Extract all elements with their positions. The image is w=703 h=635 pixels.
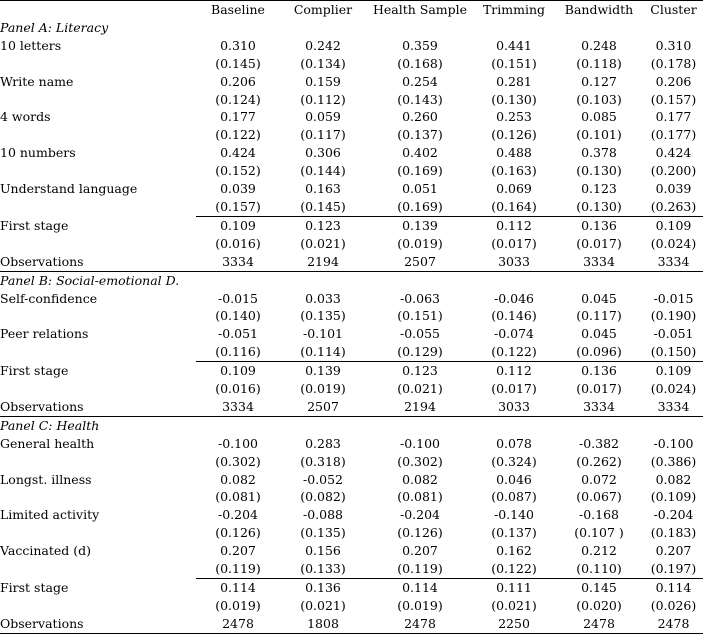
value-cell: 0.033: [305, 290, 341, 306]
value-cell: 3334: [657, 398, 690, 414]
value-cell: 2478: [554, 615, 644, 633]
row-label-empty: [0, 307, 196, 325]
value-cell: (0.130): [491, 91, 537, 107]
value-cell: (0.129): [397, 344, 443, 360]
value-cell: 0.254: [402, 73, 438, 89]
value-cell: 0.424: [220, 145, 256, 161]
value-cell: (0.081): [397, 489, 443, 505]
value-cell: -0.051: [653, 326, 694, 342]
row-label: Peer relations: [0, 326, 89, 342]
se-row: [0, 235, 703, 253]
value-cell: (0.262): [576, 453, 622, 469]
row-label: Self-confidence: [0, 290, 98, 306]
value-cell: -0.063: [399, 290, 440, 306]
table-row: [0, 435, 703, 453]
value-cell: (0.126): [491, 127, 537, 143]
row-label: First stage: [0, 217, 69, 233]
value-cell: (0.019): [397, 597, 443, 613]
value-cell: (0.021): [397, 381, 443, 397]
value-cell: (0.302): [215, 453, 261, 469]
value-cell: (0.386): [650, 453, 697, 469]
table-row: [0, 144, 703, 162]
row-label-empty: [0, 560, 196, 578]
row-label-empty: [0, 524, 196, 542]
value-cell: 0.310: [655, 37, 692, 53]
se-row: [0, 524, 703, 542]
value-cell: (0.152): [215, 163, 261, 179]
se-row: [0, 198, 703, 216]
row-label: Understand language: [0, 181, 138, 197]
value-cell: 0.111: [474, 579, 554, 597]
value-cell: (0.135): [300, 308, 346, 324]
value-cell: (0.126): [397, 525, 443, 541]
table-row: [0, 37, 703, 55]
table-row: [0, 325, 703, 343]
value-cell: (0.020): [576, 597, 622, 613]
value-cell: (0.324): [491, 453, 537, 469]
value-cell: 0.109: [644, 216, 703, 234]
value-cell: 0.260: [402, 109, 438, 125]
value-cell: 0.082: [655, 471, 692, 487]
value-cell: 3033: [498, 253, 530, 269]
value-cell: -0.015: [217, 290, 258, 306]
value-cell: 0.046: [496, 471, 532, 487]
column-header: Baseline: [196, 1, 280, 19]
value-cell: 0.123: [581, 181, 617, 197]
panel-title-row: [0, 19, 703, 37]
se-row: [0, 162, 703, 180]
value-cell: 0.039: [220, 181, 256, 197]
value-cell: 2478: [196, 615, 280, 633]
row-label: Write name: [0, 73, 74, 89]
value-cell: 0.212: [581, 543, 617, 559]
value-cell: (0.096): [576, 344, 622, 360]
value-cell: 0.082: [220, 471, 256, 487]
value-cell: -0.100: [653, 435, 694, 451]
value-cell: 0.139: [280, 362, 366, 380]
value-cell: (0.183): [650, 525, 697, 541]
value-cell: -0.204: [217, 507, 258, 523]
value-cell: 2194: [404, 398, 436, 414]
value-cell: (0.318): [300, 453, 346, 469]
column-header: Cluster: [644, 1, 703, 19]
table-row: [0, 180, 703, 198]
value-cell: 3033: [498, 398, 530, 414]
observations-row: [0, 253, 703, 271]
row-label: Longst. illness: [0, 471, 92, 487]
row-label: Limited activity: [0, 507, 100, 523]
value-cell: 0.248: [581, 37, 617, 53]
value-cell: 3334: [583, 398, 615, 414]
se-row: [0, 307, 703, 325]
table-row: [0, 471, 703, 489]
value-cell: -0.052: [302, 471, 343, 487]
se-row: [0, 453, 703, 471]
value-cell: 0.112: [474, 362, 554, 380]
value-cell: (0.118): [576, 55, 622, 71]
value-cell: (0.117): [576, 308, 622, 324]
value-cell: 0.206: [655, 73, 692, 89]
value-cell: (0.024): [650, 381, 697, 397]
value-cell: (0.302): [397, 453, 443, 469]
value-cell: (0.016): [215, 235, 261, 251]
row-label-empty: [0, 453, 196, 471]
value-cell: -0.074: [493, 326, 534, 342]
value-cell: (0.168): [397, 55, 443, 71]
value-cell: 0.045: [581, 290, 617, 306]
value-cell: (0.122): [491, 561, 537, 577]
row-label: Observations: [0, 398, 84, 414]
value-cell: (0.103): [576, 91, 622, 107]
value-cell: -0.140: [493, 507, 534, 523]
value-cell: 0.069: [496, 181, 532, 197]
value-cell: 0.207: [655, 543, 692, 559]
value-cell: -0.015: [653, 290, 694, 306]
value-cell: 0.488: [496, 145, 532, 161]
value-cell: (0.016): [215, 381, 261, 397]
value-cell: 0.162: [496, 543, 532, 559]
row-label: 4 words: [0, 109, 51, 125]
value-cell: (0.117): [300, 127, 346, 143]
value-cell: -0.204: [399, 507, 440, 523]
value-cell: (0.119): [397, 561, 443, 577]
value-cell: (0.021): [300, 597, 346, 613]
value-cell: 0.123: [280, 216, 366, 234]
value-cell: (0.017): [491, 381, 537, 397]
value-cell: 0.306: [305, 145, 341, 161]
value-cell: 0.145: [554, 579, 644, 597]
se-row: [0, 380, 703, 398]
se-row: [0, 126, 703, 144]
se-row: [0, 343, 703, 361]
value-cell: (0.017): [576, 381, 622, 397]
value-cell: 0.359: [402, 37, 438, 53]
value-cell: (0.126): [215, 525, 261, 541]
se-row: [0, 597, 703, 615]
row-label-empty: [0, 91, 196, 109]
se-row: [0, 560, 703, 578]
value-cell: (0.177): [650, 127, 697, 143]
table-row: [0, 73, 703, 91]
value-cell: 0.159: [305, 73, 341, 89]
value-cell: (0.119): [215, 561, 261, 577]
value-cell: 0.253: [496, 109, 532, 125]
value-cell: 0.424: [655, 145, 692, 161]
value-cell: (0.190): [650, 308, 697, 324]
table-row: [0, 542, 703, 560]
value-cell: (0.017): [491, 235, 537, 251]
row-label: Observations: [0, 253, 84, 269]
row-label: Observations: [0, 615, 196, 633]
value-cell: (0.200): [650, 163, 697, 179]
value-cell: (0.169): [397, 163, 443, 179]
column-header: Health Sample: [366, 1, 474, 19]
value-cell: (0.109): [650, 489, 697, 505]
value-cell: (0.122): [491, 344, 537, 360]
value-cell: (0.067): [576, 489, 622, 505]
row-label-empty: [0, 343, 196, 361]
value-cell: (0.087): [491, 489, 537, 505]
value-cell: 0.109: [644, 362, 703, 380]
panel-title-row: [0, 416, 703, 434]
value-cell: -0.051: [217, 326, 258, 342]
observations-row: [0, 615, 703, 633]
first-stage-row: [0, 362, 703, 380]
value-cell: 3334: [222, 398, 254, 414]
row-label-empty: [0, 235, 196, 253]
value-cell: 0.402: [402, 145, 438, 161]
value-cell: 0.310: [220, 37, 256, 53]
value-cell: 0.283: [305, 435, 341, 451]
value-cell: (0.145): [215, 55, 261, 71]
row-label: General health: [0, 435, 95, 451]
value-cell: 0.136: [280, 579, 366, 597]
row-label: 10 numbers: [0, 145, 76, 161]
value-cell: (0.116): [215, 344, 261, 360]
value-cell: -0.055: [399, 326, 440, 342]
value-cell: 2250: [474, 615, 554, 633]
value-cell: 3334: [222, 253, 254, 269]
value-cell: 0.109: [196, 216, 280, 234]
value-cell: 0.039: [655, 181, 692, 197]
row-label-empty: [0, 597, 196, 615]
value-cell: (0.144): [300, 163, 346, 179]
value-cell: (0.263): [650, 198, 697, 214]
value-cell: -0.101: [302, 326, 343, 342]
value-cell: 0.163: [305, 181, 341, 197]
value-cell: 0.082: [402, 471, 438, 487]
value-cell: (0.024): [650, 235, 697, 251]
se-row: [0, 91, 703, 109]
value-cell: -0.100: [399, 435, 440, 451]
value-cell: (0.157): [215, 198, 261, 214]
value-cell: (0.130): [576, 163, 622, 179]
value-cell: (0.130): [576, 198, 622, 214]
value-cell: (0.021): [300, 235, 346, 251]
value-cell: 0.242: [305, 37, 341, 53]
row-label-empty: [0, 198, 196, 216]
value-cell: (0.140): [215, 308, 261, 324]
table-row: [0, 108, 703, 126]
value-cell: 0.378: [581, 145, 617, 161]
value-cell: 0.078: [496, 435, 532, 451]
value-cell: 0.123: [366, 362, 474, 380]
value-cell: (0.137): [491, 525, 537, 541]
panel-title: Panel C: Health: [0, 416, 703, 434]
value-cell: (0.150): [650, 344, 697, 360]
value-cell: 2507: [307, 398, 339, 414]
row-label-empty: [0, 55, 196, 73]
value-cell: 0.112: [474, 216, 554, 234]
value-cell: 3334: [583, 253, 615, 269]
value-cell: (0.019): [397, 235, 443, 251]
table-row: [0, 290, 703, 308]
value-cell: (0.137): [397, 127, 443, 143]
value-cell: (0.114): [300, 344, 346, 360]
value-cell: (0.101): [576, 127, 622, 143]
value-cell: (0.164): [491, 198, 537, 214]
value-cell: 0.136: [554, 362, 644, 380]
row-label: First stage: [0, 362, 69, 378]
value-cell: -0.046: [493, 290, 534, 306]
value-cell: (0.082): [300, 489, 346, 505]
value-cell: (0.157): [650, 91, 697, 107]
value-cell: 0.114: [366, 579, 474, 597]
row-label-empty: [0, 380, 196, 398]
value-cell: -0.204: [653, 507, 694, 523]
value-cell: 2478: [366, 615, 474, 633]
header-row: [0, 1, 703, 19]
value-cell: (0.151): [397, 308, 443, 324]
value-cell: (0.112): [300, 91, 346, 107]
value-cell: (0.134): [300, 55, 346, 71]
value-cell: (0.110): [576, 561, 622, 577]
value-cell: 0.177: [220, 109, 256, 125]
value-cell: (0.081): [215, 489, 261, 505]
value-cell: (0.021): [491, 597, 537, 613]
se-row: [0, 488, 703, 506]
se-row: [0, 55, 703, 73]
value-cell: 1808: [280, 615, 366, 633]
value-cell: 0.127: [581, 73, 617, 89]
value-cell: -0.100: [217, 435, 258, 451]
panel-title-row: [0, 271, 703, 289]
value-cell: 0.072: [581, 471, 617, 487]
value-cell: (0.124): [215, 91, 261, 107]
table-body: [0, 19, 703, 633]
value-cell: (0.169): [397, 198, 443, 214]
table-row: [0, 506, 703, 524]
value-cell: (0.178): [650, 55, 697, 71]
row-label-empty: [0, 162, 196, 180]
row-label: 10 letters: [0, 37, 62, 53]
value-cell: 0.281: [496, 73, 532, 89]
value-cell: (0.135): [300, 525, 346, 541]
panel-title: Panel A: Literacy: [0, 19, 109, 35]
value-cell: (0.107 ): [574, 525, 624, 541]
value-cell: 0.206: [220, 73, 256, 89]
value-cell: (0.122): [215, 127, 261, 143]
first-stage-row: [0, 579, 703, 597]
value-cell: 2478: [644, 615, 703, 633]
observations-row: [0, 398, 703, 416]
value-cell: 0.059: [305, 109, 341, 125]
first-stage-row: [0, 216, 703, 234]
row-label: First stage: [0, 579, 69, 595]
value-cell: -0.088: [302, 507, 343, 523]
value-cell: 0.045: [581, 326, 617, 342]
value-cell: 0.114: [644, 579, 703, 597]
value-cell: 0.109: [196, 362, 280, 380]
value-cell: 0.114: [196, 579, 280, 597]
value-cell: 3334: [657, 253, 690, 269]
value-cell: 0.177: [655, 109, 692, 125]
value-cell: (0.146): [491, 308, 537, 324]
value-cell: 0.156: [305, 543, 341, 559]
value-cell: -0.168: [578, 507, 619, 523]
value-cell: (0.163): [491, 163, 537, 179]
value-cell: (0.019): [215, 597, 261, 613]
value-cell: (0.017): [576, 235, 622, 251]
row-label-empty: [0, 488, 196, 506]
value-cell: (0.133): [300, 561, 346, 577]
value-cell: 2507: [404, 253, 436, 269]
value-cell: (0.197): [650, 561, 697, 577]
value-cell: (0.143): [397, 91, 443, 107]
value-cell: 0.207: [220, 543, 256, 559]
value-cell: (0.145): [300, 198, 346, 214]
column-header: Trimming: [474, 1, 554, 19]
column-header: Bandwidth: [554, 1, 644, 19]
value-cell: (0.026): [650, 597, 697, 613]
row-label: Vaccinated (d): [0, 543, 91, 559]
value-cell: 0.139: [366, 216, 474, 234]
row-label-empty: [0, 126, 196, 144]
column-header: Complier: [280, 1, 366, 19]
value-cell: 0.051: [402, 181, 438, 197]
panel-title: Panel B: Social-emotional D.: [0, 271, 703, 289]
header-corner: [0, 1, 196, 19]
value-cell: 0.441: [496, 37, 532, 53]
value-cell: 2194: [307, 253, 339, 269]
value-cell: 0.207: [402, 543, 438, 559]
value-cell: -0.382: [578, 435, 619, 451]
value-cell: (0.019): [300, 381, 346, 397]
value-cell: 0.136: [554, 216, 644, 234]
value-cell: (0.151): [491, 55, 537, 71]
value-cell: 0.085: [581, 109, 617, 125]
